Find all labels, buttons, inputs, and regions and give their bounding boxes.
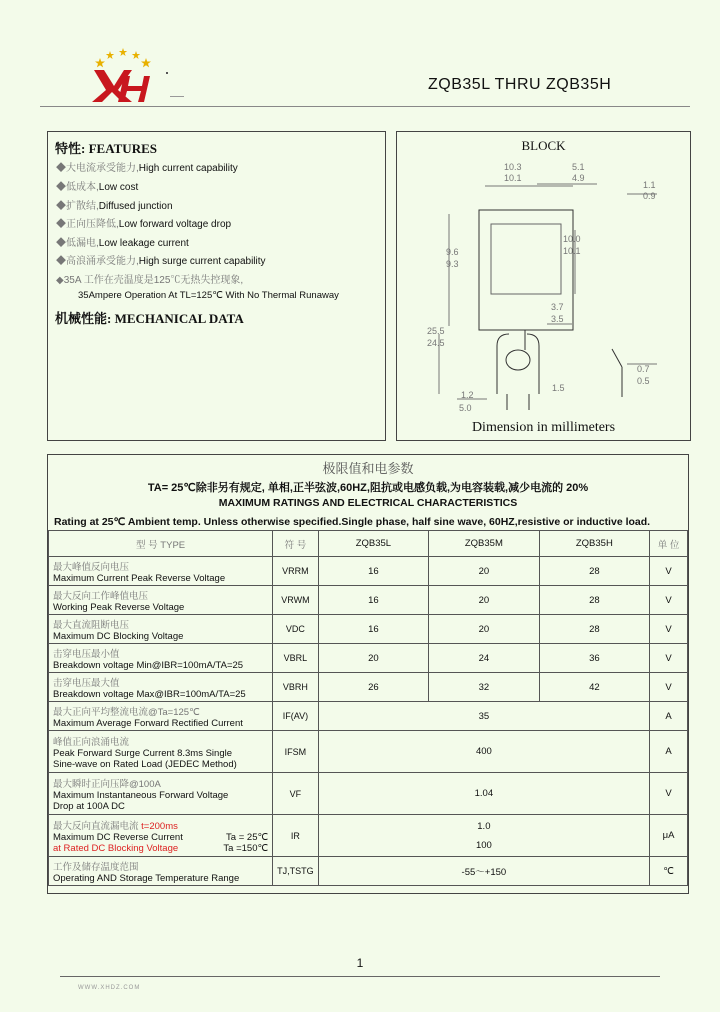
feature-item: ◆低漏电,Low leakage current — [56, 238, 189, 249]
header-symbol: 符 号 — [273, 531, 319, 557]
table-header-row — [49, 531, 688, 557]
block-title: BLOCK — [521, 138, 566, 153]
table-row: 峰值正向浪涌电流 Peak Forward Surge Current 8.3ms Single Sine-wave on Rated Load (JEDEC Method) IFSM 400 A — [49, 731, 688, 773]
header-zqb35h: ZQB35H — [539, 531, 649, 557]
header-type: 型 号 TYPE — [49, 531, 273, 557]
feature-item: ◆大电流承受能力,High current capability — [56, 163, 238, 174]
table-row: 击穿电压最大值 Breakdown voltage Max@IBR=100mA/TA=25 VBRH 26 32 42 V — [49, 673, 688, 702]
package-outline-panel — [396, 131, 691, 441]
thermal-note: 35Ampere Operation At TL=125℃ With No Thermal Runaway — [78, 290, 339, 301]
ratings-title-cn: 极限值和电参数 — [322, 461, 414, 476]
dim-label: 24.5 — [427, 338, 445, 348]
dim-label: 9.3 — [446, 259, 459, 269]
dim-label: 1.2 — [461, 390, 474, 400]
dim-label: 3.7 — [551, 302, 564, 312]
feature-item: ◆正向压降低,Low forward voltage drop — [56, 219, 232, 230]
dim-label: 10.1 — [563, 246, 581, 256]
logo-dot — [166, 72, 168, 74]
header-zqb35l: ZQB35L — [318, 531, 428, 557]
dim-label: 1.5 — [552, 383, 565, 393]
header-unit: 单 位 — [650, 531, 688, 557]
feature-item: ◆高浪涌承受能力,High surge current capability — [56, 256, 266, 267]
header-divider — [40, 106, 690, 107]
table-row: 最大直流阻断电压 Maximum DC Blocking Voltage VDC 16 20 28 V — [49, 615, 688, 644]
ratings-condition-en: Rating at 25℃ Ambient temp. Unless otherwise specified.Single phase, half sine wave, 60HZ,resistive or inductive load. — [54, 516, 651, 528]
dim-label: 0.9 — [643, 191, 656, 201]
page-title: ZQB35L THRU ZQB35H — [428, 76, 612, 93]
dim-label: 9.6 — [446, 247, 459, 257]
table-row: 最大瞬时正向压降@100A Maximum Instantaneous Forward Voltage Drop at 100A DC VF 1.04 V — [49, 773, 688, 815]
logo-tagline — [170, 96, 184, 97]
footer-text: WWW.XHDZ.COM — [78, 985, 141, 991]
feature-item: ◆35A 工作在壳温度是125℃无热失控现象, — [56, 275, 244, 286]
dim-label: 4.9 — [572, 173, 585, 183]
table-row: 最大正向平均整流电流@Ta=125℃ Maximum Average Forward Rectified Current IF(AV) 35 A — [49, 702, 688, 731]
dim-label: 0.5 — [637, 376, 650, 386]
dim-label: 0.7 — [637, 364, 650, 374]
company-logo — [88, 46, 158, 104]
dim-label: 5.1 — [572, 162, 585, 172]
ratings-title-en: MAXIMUM RATINGS AND ELECTRICAL CHARACTERISTICS — [218, 497, 518, 509]
table-row: 工作及储存温度范围 Operating AND Storage Temperature Range TJ,TSTG -55～+150 ℃ — [49, 857, 688, 886]
header-zqb35m: ZQB35M — [429, 531, 539, 557]
features-heading: 特性: FEATURES — [55, 141, 157, 156]
dimension-caption: Dimension in millimeters — [471, 420, 616, 435]
package-drawing — [397, 154, 690, 419]
dim-label: 10.1 — [504, 173, 522, 183]
dim-label: 10.3 — [504, 162, 522, 172]
table-row: 最大反向直流漏电流 t=200ms Maximum DC Reverse Current Ta = 25℃ at Rated DC Blocking Voltage Ta =150℃ IR 1.0 100 μA — [49, 815, 688, 857]
dim-label: 25.5 — [427, 326, 445, 336]
feature-item: ◆低成本,Low cost — [56, 182, 139, 193]
dim-label: 3.5 — [551, 314, 564, 324]
table-row: 击穿电压最小值 Breakdown voltage Min@IBR=100mA/TA=25 VBRL 20 24 36 V — [49, 644, 688, 673]
footer-divider — [60, 976, 660, 977]
mechanical-heading: 机械性能: MECHANICAL DATA — [55, 311, 244, 326]
table-row: 最大反向工作峰值电压 Working Peak Reverse Voltage VRWM 16 20 28 V — [49, 586, 688, 615]
ratings-table — [48, 530, 688, 886]
dim-label: 5.0 — [459, 403, 472, 413]
ratings-table-panel — [47, 454, 689, 894]
table-row: 最大峰值反向电压 Maximum Current Peak Reverse Voltage VRRM 16 20 28 V — [49, 557, 688, 586]
dim-label: 10.0 — [563, 234, 581, 244]
features-panel — [47, 131, 386, 441]
feature-item: ◆扩散结,Diffused junction — [56, 201, 173, 212]
page-number: 1 — [356, 956, 364, 970]
ratings-condition-cn: TA= 25℃除非另有规定, 单相,正半弦波,60HZ,阻抗或电感负载,为电容装载,减少电流的 20% — [147, 482, 589, 494]
dim-label: 1.1 — [643, 180, 656, 190]
